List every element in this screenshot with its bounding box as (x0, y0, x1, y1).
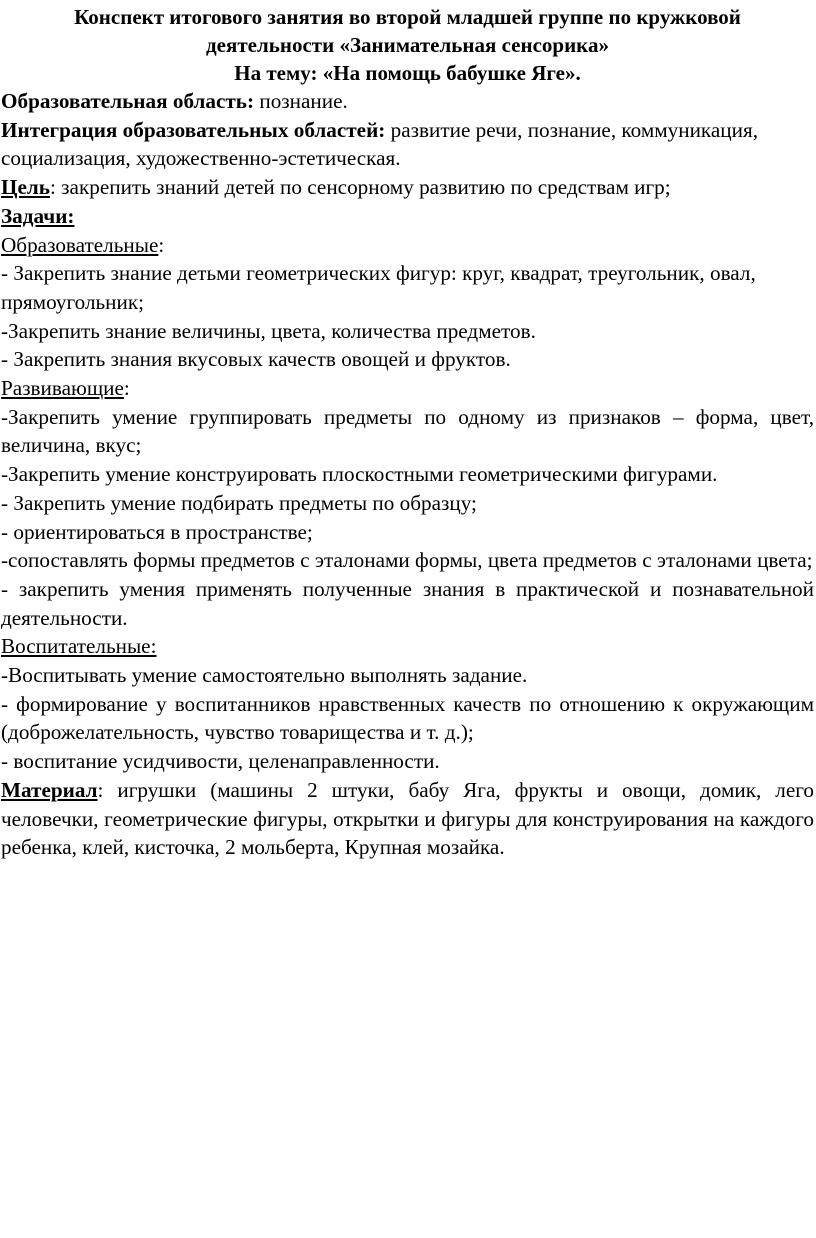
developing-tasks-label: Развивающие (1, 376, 124, 401)
upbringing-task-item: - формирование у воспитанников нравственных качеств по отношению к окружающим (доброжелательность, чувство товарищества и т. д.); (1, 691, 814, 745)
title-line-3: На тему: «На помощь бабушке Яге». (234, 61, 581, 85)
educational-area-label: Образовательная область: (1, 89, 255, 113)
material (1, 776, 814, 862)
educational-tasks-heading (1, 231, 814, 260)
goal-label: Цель (1, 175, 50, 200)
educational-task-item: - Закрепить знание детьми геометрических фигур: круг, квадрат, треугольник, овал, прямоугольник; (1, 261, 756, 314)
developing-task-item: -Закрепить умение группировать предметы по одному из признаков – форма, цвет, величина, вкус; (1, 404, 814, 458)
upbringing-tasks-heading: Воспитательные: (1, 634, 157, 659)
educational-task-item: -Закрепить знание величины, цвета, количества предметов. (1, 318, 536, 343)
goal-value: : закрепить знаний детей по сенсорному развитию по средствам игр; (49, 175, 671, 200)
tasks-heading: Задачи: (1, 203, 75, 228)
goal (1, 173, 814, 202)
developing-task-item: - ориентироваться в пространстве; (1, 519, 313, 544)
educational-task-item: - Закрепить знания вкусовых качеств овощей и фруктов. (1, 347, 511, 372)
developing-task-item: -сопоставлять формы предметов с эталонами формы, цвета предметов с эталонами цвета; (1, 548, 813, 573)
integration-value: развитие речи, познание, коммуникация, социализация, художественно-эстетическая. (1, 117, 759, 171)
upbringing-task-item: -Воспитывать умение самостоятельно выполнять задание. (1, 663, 528, 688)
developing-task-item: - Закрепить умение подбирать предметы по образцу; (1, 490, 477, 515)
material-label: Материал (1, 777, 98, 802)
developing-task-item: - закрепить умения применять полученные знания в практической и познавательной деятельности. (1, 576, 814, 630)
material-value: : игрушки (машины 2 штуки, бабу Яга, фрукты и овощи, домик, лего человечки, геометрические фигуры, открытки и фигуры для конструирования на каждого ребенка, клей, кисточка, 2 мольберта, Крупная мозайка. (1, 777, 814, 860)
developing-tasks-heading (1, 374, 814, 403)
educational-area-value: познание. (254, 89, 348, 113)
integration-label: Интеграция образовательных областей: (1, 117, 386, 142)
title-line-2: деятельности «Занимательная сенсорика» (206, 33, 609, 57)
developing-task-item: -Закрепить умение конструировать плоскостными геометрическими фигурами. (1, 462, 718, 487)
educational-tasks-colon: : (158, 232, 165, 257)
integration-areas (1, 116, 814, 173)
developing-tasks-colon: : (123, 376, 130, 401)
upbringing-task-item: - воспитание усидчивости, целенаправленности. (1, 749, 440, 774)
title-line-1: Конспект итогового занятия во второй младшей группе по кружковой (74, 5, 741, 29)
document-title (1, 3, 814, 87)
educational-tasks-label: Образовательные (1, 232, 159, 257)
educational-area (1, 87, 814, 116)
